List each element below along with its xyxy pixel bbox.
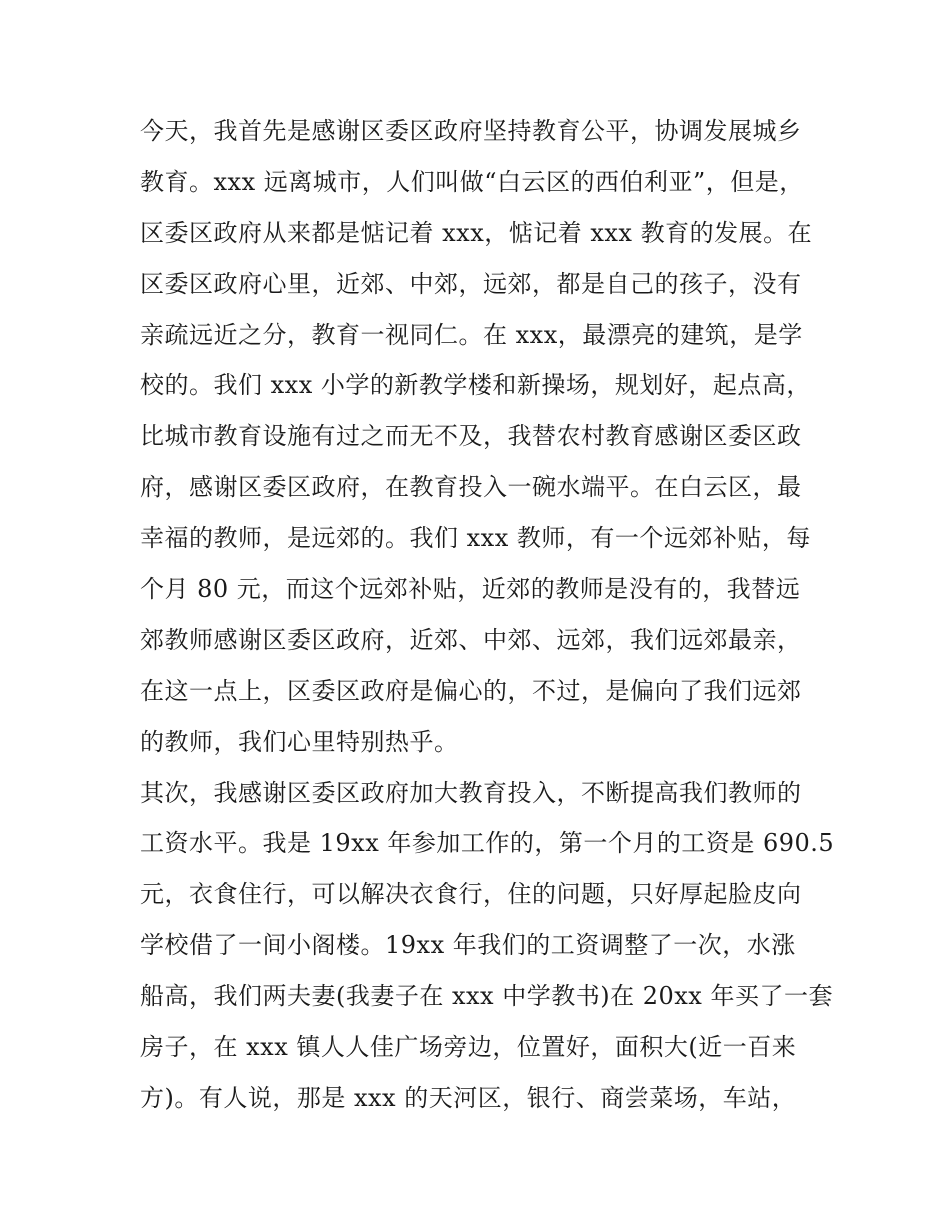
text-line-2: 教育。xxx 远离城市，人们叫做“白云区的西伯利亚”，但是，	[140, 167, 804, 196]
body-text	[140, 106, 835, 1124]
text-line-4: 区委区政府心里，近郊、中郊，远郊，都是自己的孩子，没有	[140, 269, 802, 298]
text-line-5: 亲疏远近之分，教育一视同仁。在 xxx，最漂亮的建筑，是学	[140, 320, 803, 349]
text-line-13: 的教师，我们心里特别热乎。	[140, 727, 459, 756]
text-line-16: 元，衣食住行，可以解决衣食行，住的问题，只好厚起脸皮向	[140, 880, 802, 909]
text-line-3: 区委区政府从来都是惦记着 xxx，惦记着 xxx 教育的发展。在	[140, 218, 813, 247]
text-line-18: 船高，我们两夫妻(我妻子在 xxx 中学教书)在 20xx 年买了一套	[140, 982, 833, 1011]
text-line-14: 其次，我感谢区委区政府加大教育投入，不断提高我们教师的	[140, 778, 802, 807]
text-line-17: 学校借了一间小阁楼。19xx 年我们的工资调整了一次，水涨	[140, 931, 796, 960]
text-line-8: 府，感谢区委区政府，在教育投入一碗水端平。在白云区，最	[140, 473, 802, 502]
text-line-11: 郊教师感谢区委区政府，近郊、中郊、远郊，我们远郊最亲，	[140, 625, 802, 654]
text-line-19: 房子，在 xxx 镇人人佳广场旁边，位置好，面积大(近一百来	[140, 1033, 797, 1062]
text-line-1: 今天，我首先是感谢区委区政府坚持教育公平，协调发展城乡	[140, 117, 802, 145]
text-line-9: 幸福的教师，是远郊的。我们 xxx 教师，有一个远郊补贴，每	[140, 524, 811, 553]
text-line-10: 个月 80 元，而这个远郊补贴，近郊的教师是没有的，我替远	[140, 575, 801, 604]
text-line-12: 在这一点上，区委区政府是偏心的，不过，是偏向了我们远郊	[140, 676, 802, 705]
text-line-20: 方)。有人说，那是 xxx 的天河区，银行、商尝菜场，车站，	[140, 1083, 797, 1112]
text-line-6: 校的。我们 xxx 小学的新教学楼和新操场，规划好，起点高，	[140, 371, 811, 400]
text-line-15: 工资水平。我是 19xx 年参加工作的，第一个月的工资是 690.5	[140, 829, 835, 858]
text-line-7: 比城市教育设施有过之而无不及，我替农村教育感谢区委区政	[140, 422, 802, 451]
